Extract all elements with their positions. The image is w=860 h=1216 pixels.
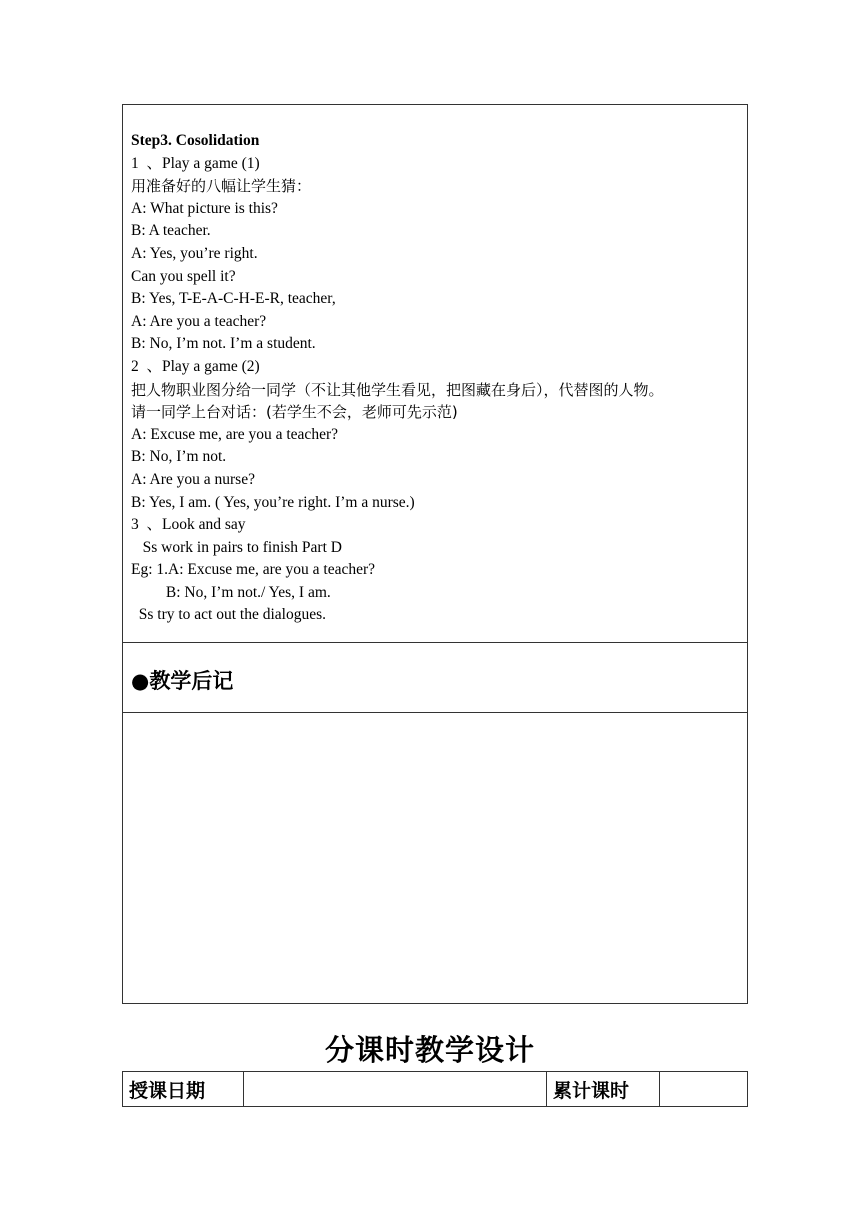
text-line: A: Are you a teacher? — [131, 312, 267, 330]
date-label: 授课日期 — [123, 1072, 244, 1107]
text-line: 3 、Look and say — [131, 516, 246, 534]
text-line: 用准备好的八幅让学生猜： — [131, 177, 312, 196]
text-line: A: Are you a nurse? — [131, 470, 255, 488]
consolidation-section — [122, 104, 748, 643]
text-line: 2 、Play a game (2) — [131, 357, 260, 375]
text-line: B: A teacher. — [131, 222, 211, 240]
lesson-info-table — [122, 1071, 748, 1107]
teaching-notes-body — [122, 712, 748, 1004]
text-line: Ss work in pairs to finish Part D — [131, 538, 342, 556]
text-line: B: No, I’m not. I’m a student. — [131, 335, 316, 353]
text-line: B: Yes, T-E-A-C-H-E-R, teacher, — [131, 290, 336, 308]
text-line: B: Yes, I am. ( Yes, you’re right. I’m a nurse.) — [131, 493, 415, 511]
text-line: Ss try to act out the dialogues. — [131, 606, 327, 624]
text-line: A: Yes, you’re right. — [131, 244, 258, 262]
text-line: A: What picture is this? — [131, 199, 278, 217]
text-line: 把人物职业图分给一同学（不让其他学生看见，把图藏在身后），代替图的人物。 — [131, 380, 664, 399]
date-value — [244, 1072, 547, 1107]
text-line: Can you spell it? — [131, 267, 236, 285]
lesson-count-value — [660, 1072, 748, 1107]
lesson-count-label: 累计课时 — [547, 1072, 660, 1107]
text-line: B: No, I’m not./ Yes, I am. — [131, 583, 331, 601]
section-lines — [131, 130, 743, 627]
step-heading: Step3. Cosolidation — [131, 132, 260, 149]
teaching-notes-header — [122, 642, 748, 713]
text-line: Eg: 1.A: Excuse me, are you a teacher? — [131, 561, 376, 579]
text-line: 请一同学上台对话：(若学生不会，老师可先示范) — [131, 403, 458, 422]
text-line: A: Excuse me, are you a teacher? — [131, 425, 338, 443]
text-line: 1 、Play a game (1) — [131, 154, 260, 172]
lesson-plan-title: 分课时教学设计 — [324, 1033, 535, 1067]
notes-title: ●教学后记 — [131, 669, 234, 693]
text-line: B: No, I’m not. — [131, 448, 227, 466]
